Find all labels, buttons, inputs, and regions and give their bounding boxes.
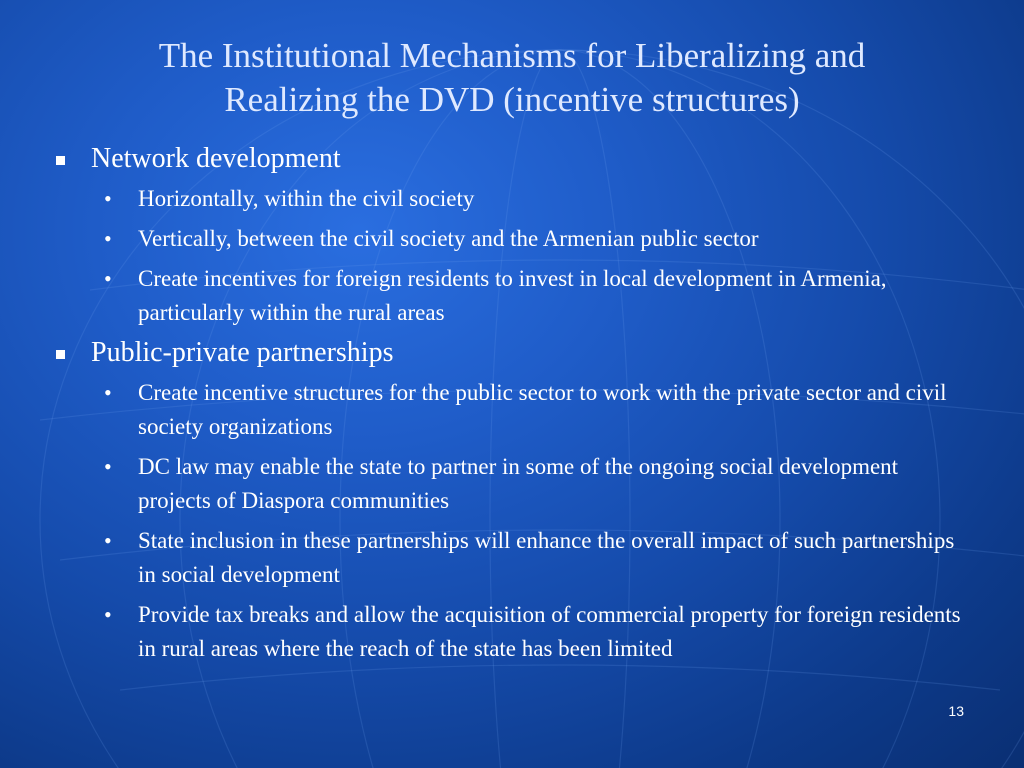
bullet-text: State inclusion in these partnerships will enhance the overall impact of such partnerships in social development — [138, 528, 955, 587]
bullet-dot-icon: • — [104, 266, 112, 291]
section-heading-network-development — [56, 142, 976, 176]
list-item — [104, 262, 976, 330]
square-bullet-icon — [56, 350, 65, 359]
slide-title — [60, 34, 964, 122]
page-number: 13 — [948, 703, 964, 719]
section-heading-text: Public-private partnerships — [91, 337, 394, 368]
square-bullet-icon — [56, 156, 65, 165]
title-line-1: The Institutional Mechanisms for Liberalizing and — [158, 36, 866, 75]
public-private-partnerships-bullets — [104, 376, 976, 666]
bullet-text: Horizontally, within the civil society — [138, 186, 475, 211]
bullet-text: Create incentive structures for the public sector to work with the private sector and civil society organizations — [138, 380, 947, 439]
bullet-text: DC law may enable the state to partner in some of the ongoing social development projects of Diaspora communities — [138, 454, 899, 513]
list-item — [104, 450, 976, 518]
bullet-dot-icon: • — [104, 602, 112, 627]
section-heading-public-private-partnerships — [56, 336, 976, 370]
list-item — [104, 182, 976, 216]
section-heading-text: Network development — [91, 143, 341, 174]
network-development-bullets — [104, 182, 976, 330]
list-item — [104, 598, 976, 666]
slide-content — [56, 136, 976, 672]
list-item — [104, 524, 976, 592]
bullet-text: Vertically, between the civil society and the Armenian public sector — [138, 226, 759, 251]
bullet-dot-icon: • — [104, 454, 112, 479]
bullet-dot-icon: • — [104, 226, 112, 251]
bullet-dot-icon: • — [104, 528, 112, 553]
list-item — [104, 376, 976, 444]
list-item — [104, 222, 976, 256]
bullet-dot-icon: • — [104, 186, 112, 211]
bullet-text: Provide tax breaks and allow the acquisition of commercial property for foreign residents in rural areas where the reach of the state has been limited — [138, 602, 961, 661]
title-line-2: Realizing the DVD (incentive structures) — [224, 80, 800, 119]
bullet-dot-icon: • — [104, 380, 112, 405]
bullet-text: Create incentives for foreign residents to invest in local development in Armenia, particularly within the rural areas — [138, 266, 887, 325]
